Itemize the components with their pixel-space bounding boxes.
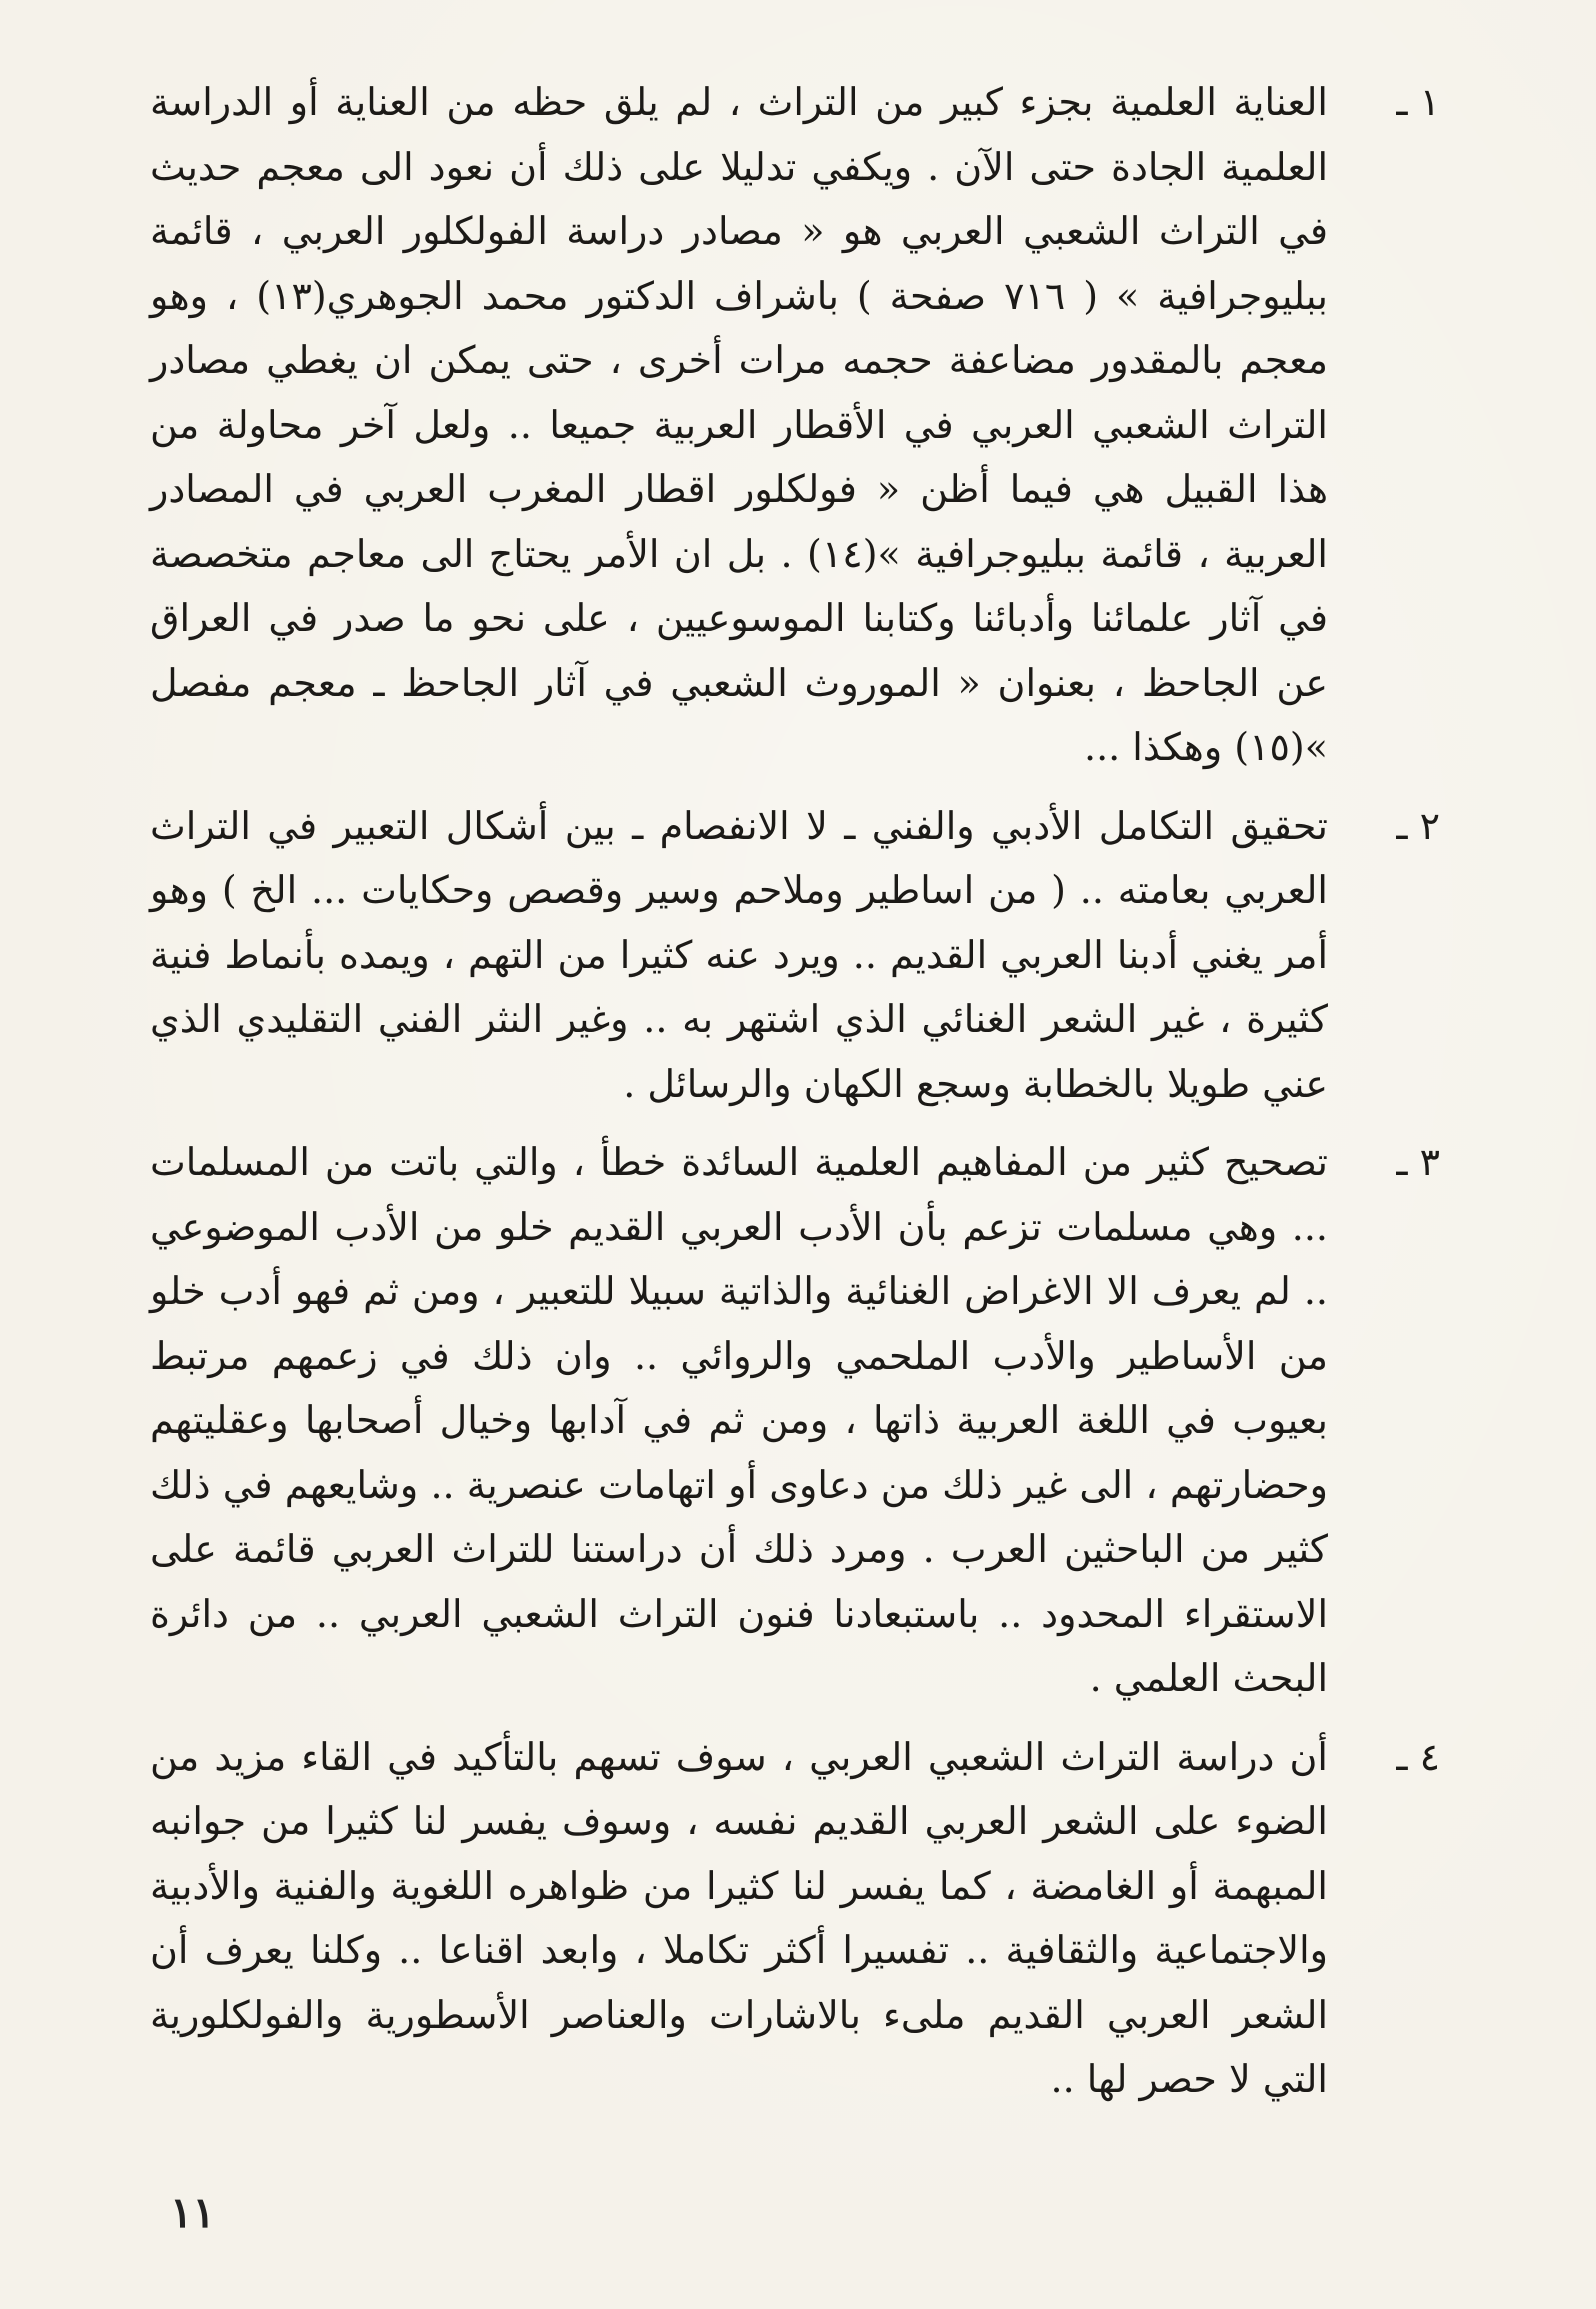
list-item-4 <box>150 1725 1440 2112</box>
item-paragraph <box>150 794 1328 1117</box>
item-number: ١ ـ <box>1396 80 1440 124</box>
item-number: ٢ ـ <box>1396 803 1440 848</box>
item-paragraph <box>150 1130 1328 1711</box>
paragraph-text: تحقيق التكامل الأدبي والفني ـ لا الانفصام ـ بين أشكال التعبير في التراث العربي بعامته .. ( من اساطير وملاحم وسير وقصص وحكايات ... الخ ) وهو أمر يغني أدبنا العربي القديم .. ويرد عنه كثيرا من التهم ، ويمده بأنماط فنية كثيرة ، غير الشعر الغنائي الذي اشتهر به .. وغير النثر الفني التقليدي الذي عني طويلا بالخطابة وسجع الكهان والرسائل . <box>150 803 1328 1106</box>
item-paragraph <box>150 70 1328 780</box>
item-number: ٤ ـ <box>1396 1734 1440 1779</box>
list-item-1 <box>150 70 1440 780</box>
item-paragraph <box>150 1725 1328 2112</box>
paragraph-text: العناية العلمية بجزء كبير من التراث ، لم يلق حظه من العناية أو الدراسة العلمية الجادة حتى الآن . ويكفي تدليلا على ذلك أن نعود الى معجم حديث في التراث الشعبي العربي هو « مصادر دراسة الفولكلور العربي ، قائمة ببليوجرافية » ( ٧١٦ صفحة ) باشراف الدكتور محمد الجوهري(١٣) ، وهو معجم بالمقدور مضاعفة حجمه مرات أخرى ، حتى يمكن ان يغطي مصادر التراث الشعبي العربي في الأقطار العربية جميعا .. ولعل آخر محاولة من هذا القبيل هي فيما أظن « فولكلور اقطار المغرب العربي في المصادر العربية ، قائمة ببليوجرافية »(١٤) . بل ان الأمر يحتاج الى معاجم متخصصة في آثار علمائنا وأدبائنا وكتابنا الموسوعيين ، على نحو ما صدر في العراق عن الجاحظ ، بعنوان « الموروث الشعبي في آثار الجاحظ ـ معجم مفصل »(١٥) وهكذا ... <box>150 80 1328 769</box>
list-item-2 <box>150 794 1440 1117</box>
page-number: ١١ <box>170 2188 216 2237</box>
item-number: ٣ ـ <box>1396 1140 1440 1184</box>
paragraph-text: أن دراسة التراث الشعبي العربي ، سوف تسهم بالتأكيد في القاء مزيد من الضوء على الشعر العربي القديم نفسه ، وسوف يفسر لنا كثيرا من جوانبه المبهمة أو الغامضة ، كما يفسر لنا كثيرا من ظواهره اللغوية والفنية والأدبية والاجتماعية والثقافية .. تفسيرا أكثر تكاملا ، وابعد اقناعا .. وكلنا يعرف أن الشعر العربي القديم ملىء بالاشارات والعناصر الأسطورية والفولكلورية التي لا حصر لها .. <box>150 1734 1328 2101</box>
page-body <box>150 70 1440 2126</box>
list-item-3 <box>150 1130 1440 1711</box>
paragraph-text: تصحيح كثير من المفاهيم العلمية السائدة خطأ ، والتي باتت من المسلمات ... وهي مسلمات تزعم بأن الأدب العربي القديم خلو من الأدب الموضوعي .. لم يعرف الا الاغراض الغنائية والذاتية سبيلا للتعبير ، ومن ثم فهو أدب خلو من الأساطير والأدب الملحمي والروائي .. وان ذلك في زعمهم مرتبط بعيوب في اللغة العربية ذاتها ، ومن ثم في آدابها وخيال أصحابها وعقليتهم وحضارتهم ، الى غير ذلك من دعاوى أو اتهامات عنصرية .. وشايعهم في ذلك كثير من الباحثين العرب . ومرد ذلك أن دراستنا للتراث العربي قائمة على الاستقراء المحدود .. باستبعادنا فنون التراث الشعبي العربي .. من دائرة البحث العلمي . <box>150 1140 1328 1700</box>
